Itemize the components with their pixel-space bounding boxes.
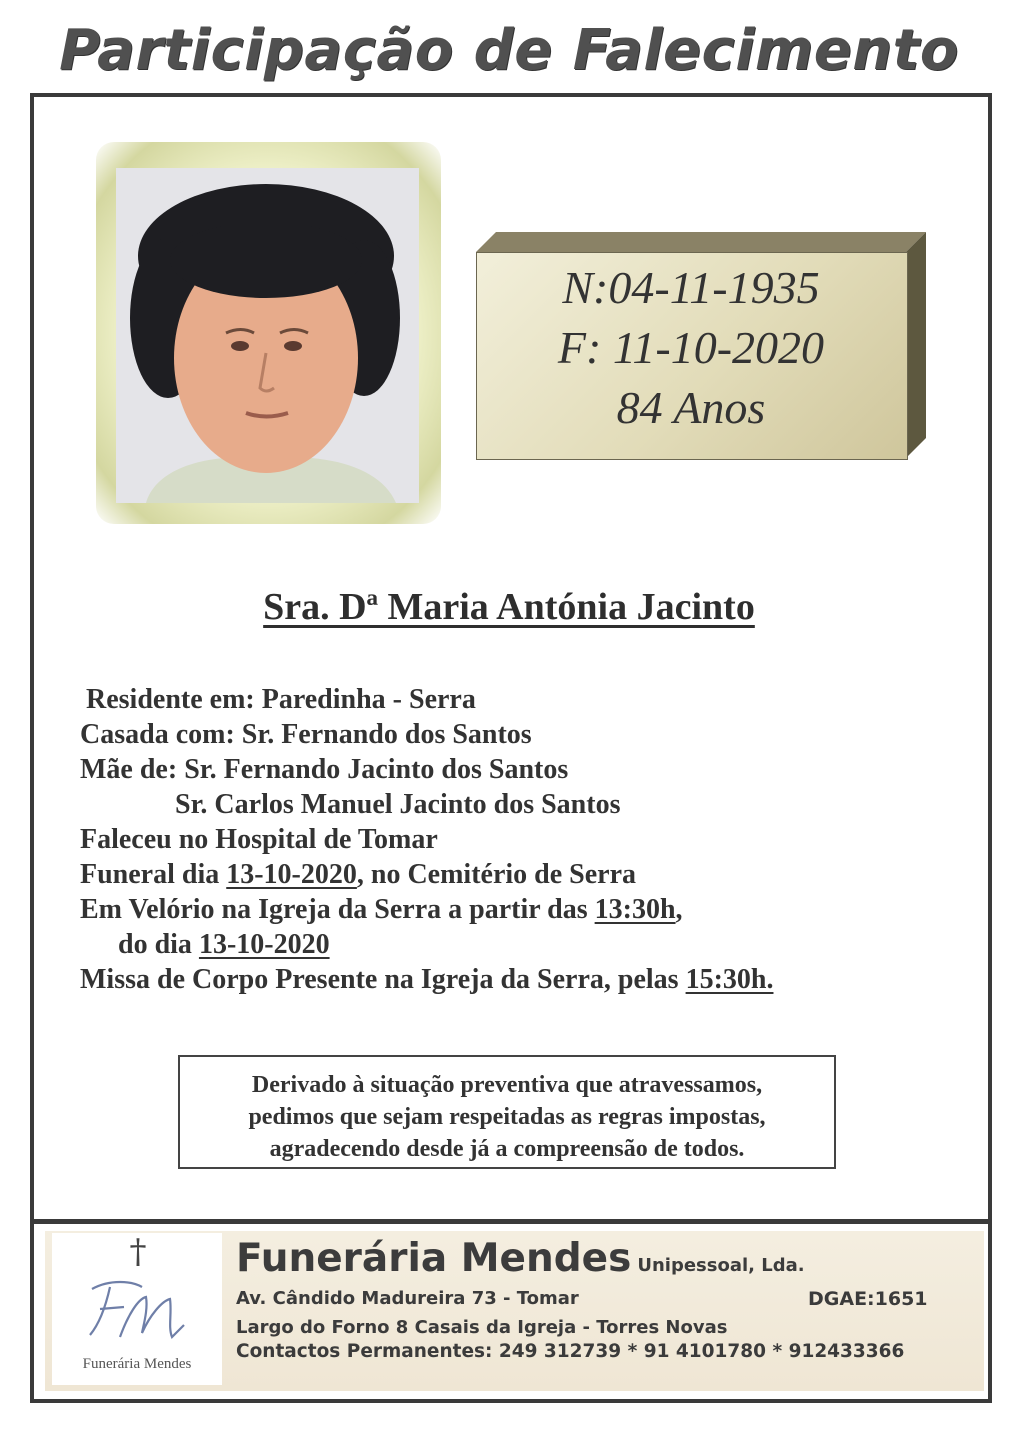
funeral-date: 13-10-2020 xyxy=(226,859,357,890)
funeral-suffix: , no Cemitério de Serra xyxy=(356,859,637,890)
child-1: Sr. Fernando Jacinto dos Santos xyxy=(184,754,569,785)
funeral-line xyxy=(80,857,960,892)
wake-comma: , xyxy=(675,894,683,925)
company-suffix: Unipessoal, Lda. xyxy=(637,1255,805,1276)
block-side-face xyxy=(906,232,926,458)
fm-monogram-icon xyxy=(80,1275,190,1345)
wake-date: 13-10-2020 xyxy=(198,929,330,960)
covid-notice xyxy=(178,1055,836,1169)
footer-divider xyxy=(34,1219,988,1224)
death-date: F: 11-10-2020 xyxy=(557,322,825,373)
wake-prefix: Em Velório na Igreja da Serra a partir das xyxy=(80,894,595,925)
mother-of-label: Mãe de: xyxy=(80,754,185,785)
wake-day-line xyxy=(80,927,960,962)
wake-line xyxy=(80,892,960,927)
wake-time: 13:30h xyxy=(594,894,676,925)
block-top-face xyxy=(476,232,926,252)
mass-prefix: Missa de Corpo Presente na Igreja da Serra, pelas xyxy=(80,964,686,995)
company-name-text: Funerária Mendes xyxy=(236,1236,632,1281)
funeral-prefix: Funeral dia xyxy=(80,859,227,890)
notice-line-3: agradecendo desde já a compreensão de todos. xyxy=(269,1136,745,1162)
birth-date: N:04-11-1935 xyxy=(562,262,820,313)
deceased-name-text: Sra. Dª Maria Antónia Jacinto xyxy=(263,586,755,628)
notice-line-2: pedimos que sejam respeitadas as regras impostas, xyxy=(248,1104,766,1130)
contacts-line: Contactos Permanentes: 249 312739 * 91 4101780 * 912433366 xyxy=(236,1341,905,1362)
portrait-photo xyxy=(116,168,419,503)
address-tomar: Av. Cândido Madureira 73 - Tomar xyxy=(236,1288,579,1309)
children-line-1 xyxy=(80,752,960,787)
dgae-number: DGAE:1651 xyxy=(808,1288,928,1310)
dates-block xyxy=(476,258,906,438)
mass-time: 15:30h. xyxy=(685,964,774,995)
age: 84 Anos xyxy=(616,382,766,433)
details-block xyxy=(80,682,960,997)
spouse-line: Casada com: Sr. Fernando dos Santos xyxy=(80,719,532,750)
cross-icon: † xyxy=(129,1232,147,1272)
page-title: Participação de Falecimento xyxy=(59,18,959,83)
notice-line-1: Derivado à situação preventiva que atravessamos, xyxy=(251,1072,763,1098)
address-torres-novas: Largo do Forno 8 Casais da Igreja - Torres Novas xyxy=(236,1317,728,1338)
deceased-name xyxy=(0,585,1018,629)
died-at-line: Faleceu no Hospital de Tomar xyxy=(80,824,438,855)
wake-day-prefix: do dia xyxy=(118,929,199,960)
residence-line: Residente em: Paredinha - Serra xyxy=(86,684,476,715)
mass-line xyxy=(80,962,960,997)
logo-caption: Funerária Mendes xyxy=(82,1356,192,1372)
company-name xyxy=(236,1236,805,1281)
child-2: Sr. Carlos Manuel Jacinto dos Santos xyxy=(175,789,621,820)
